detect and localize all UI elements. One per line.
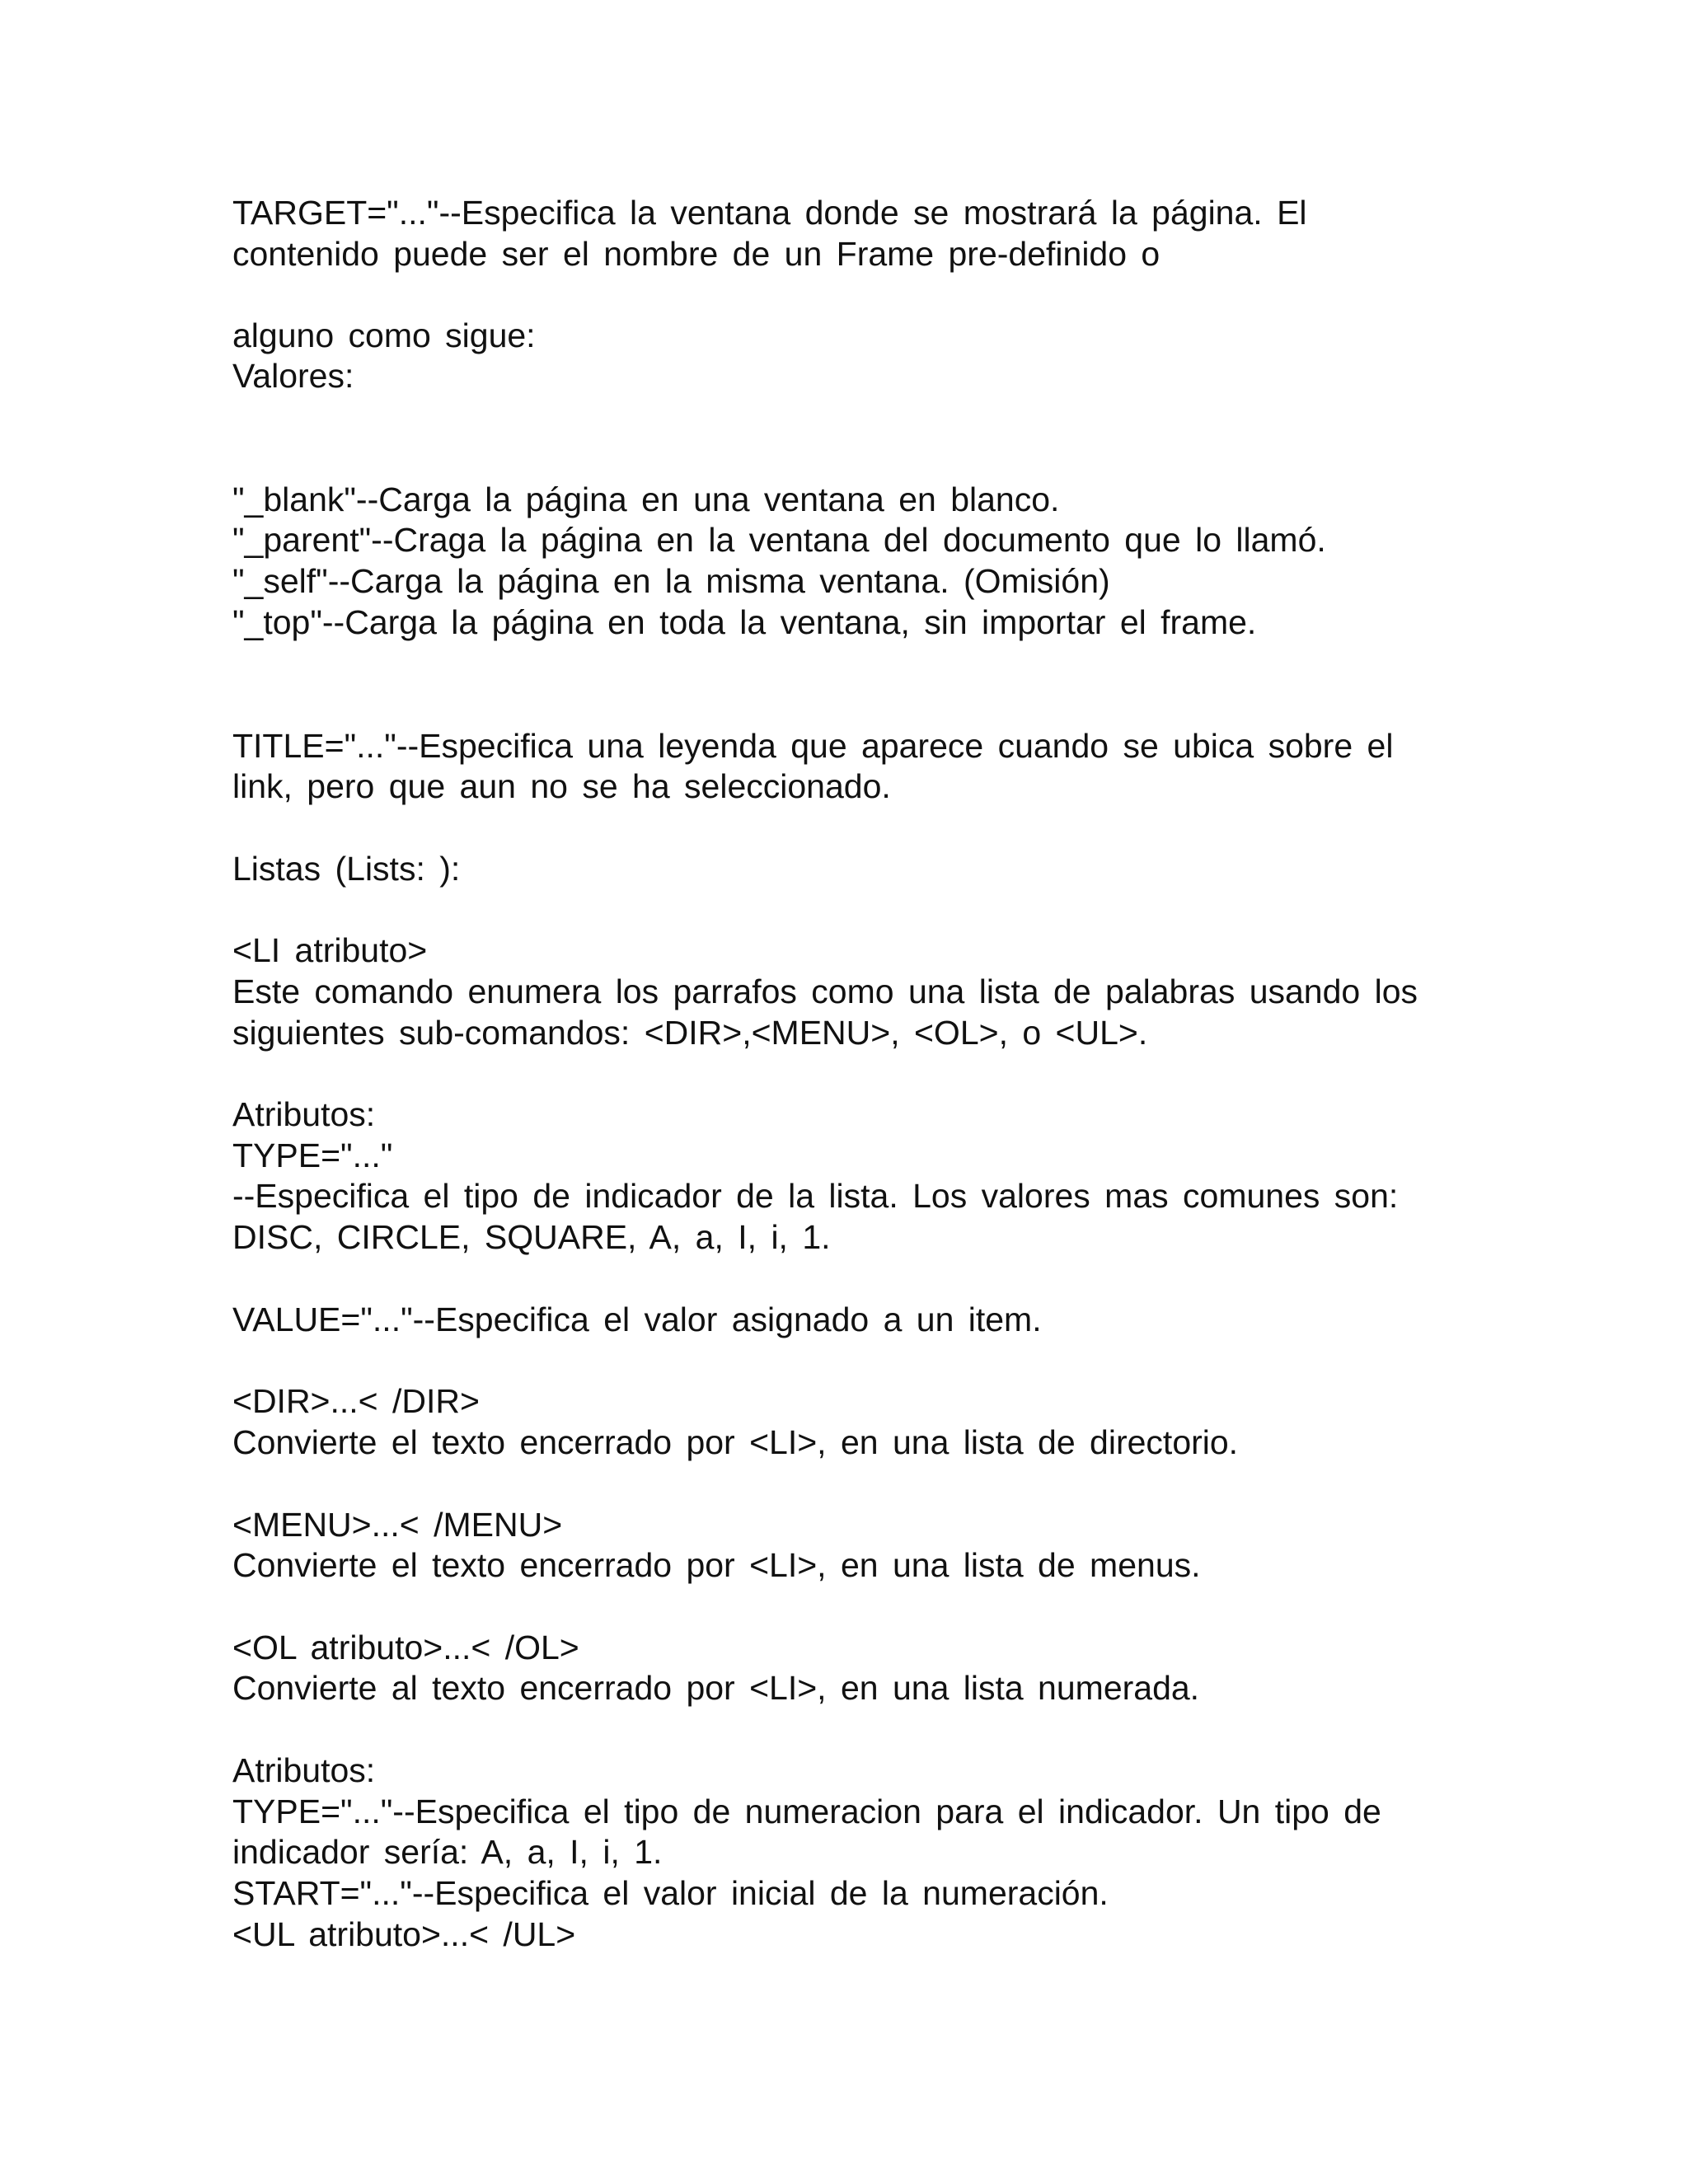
ol-type-line-2: indicador sería: A, a, I, i, 1. [232,1833,663,1871]
menu-desc: Convierte el texto encerrado por <LI>, en una lista de menus. [232,1546,1201,1584]
li-desc-line-1: Este comando enumera los parrafos como una lista de palabras usando los [232,972,1418,1010]
title-attr-line-2: link, pero que aun no se ha seleccionado. [232,767,891,805]
li-desc-line-2: siguientes sub-comandos: <DIR>,<MENU>, <OL>, o <UL>. [232,1014,1148,1052]
ol-desc: Convierte al texto encerrado por <LI>, en una lista numerada. [232,1669,1200,1707]
ol-attributes-label: Atributos: [232,1751,376,1789]
target-values-label: Valores: [232,357,354,395]
ol-start-attr: START="..."--Especifica el valor inicial de la numeración. [232,1874,1109,1912]
ol-tag: <OL atributo>...< /OL> [232,1629,579,1666]
target-value-parent: "_parent"--Craga la página en la ventana del documento que lo llamó. [232,521,1326,559]
dir-desc: Convierte el texto encerrado por <LI>, en una lista de directorio. [232,1423,1239,1461]
dir-tag: <DIR>...< /DIR> [232,1382,480,1420]
target-line-1: TARGET="..."--Especifica la ventana donde se mostrará la página. El [232,194,1307,232]
target-value-blank: "_blank"--Carga la página en una ventana en blanco. [232,480,1060,518]
li-tag: <LI atributo> [232,931,428,969]
ol-type-line-1: TYPE="..."--Especifica el tipo de numeracion para el indicador. Un tipo de [232,1793,1381,1830]
li-type-attr: TYPE="..." [232,1137,393,1174]
target-value-self: "_self"--Carga la página en la misma ventana. (Omisión) [232,562,1110,600]
ul-tag: <UL atributo>...< /UL> [232,1915,576,1953]
target-value-top: "_top"--Carga la página en toda la ventana, sin importar el frame. [232,603,1257,641]
li-type-desc-line-1: --Especifica el tipo de indicador de la lista. Los valores mas comunes son: [232,1177,1399,1215]
li-attributes-label: Atributos: [232,1095,376,1133]
li-value-attr: VALUE="..."--Especifica el valor asignado a un item. [232,1301,1042,1338]
lists-heading: Listas (Lists: ): [232,850,461,888]
target-line-3: alguno como sigue: [232,316,536,354]
menu-tag: <MENU>...< /MENU> [232,1506,563,1544]
li-type-desc-line-2: DISC, CIRCLE, SQUARE, A, a, I, i, 1. [232,1218,831,1256]
title-attr-line-1: TITLE="..."--Especifica una leyenda que aparece cuando se ubica sobre el [232,727,1394,765]
target-line-2: contenido puede ser el nombre de un Frame pre-definido o [232,235,1160,273]
